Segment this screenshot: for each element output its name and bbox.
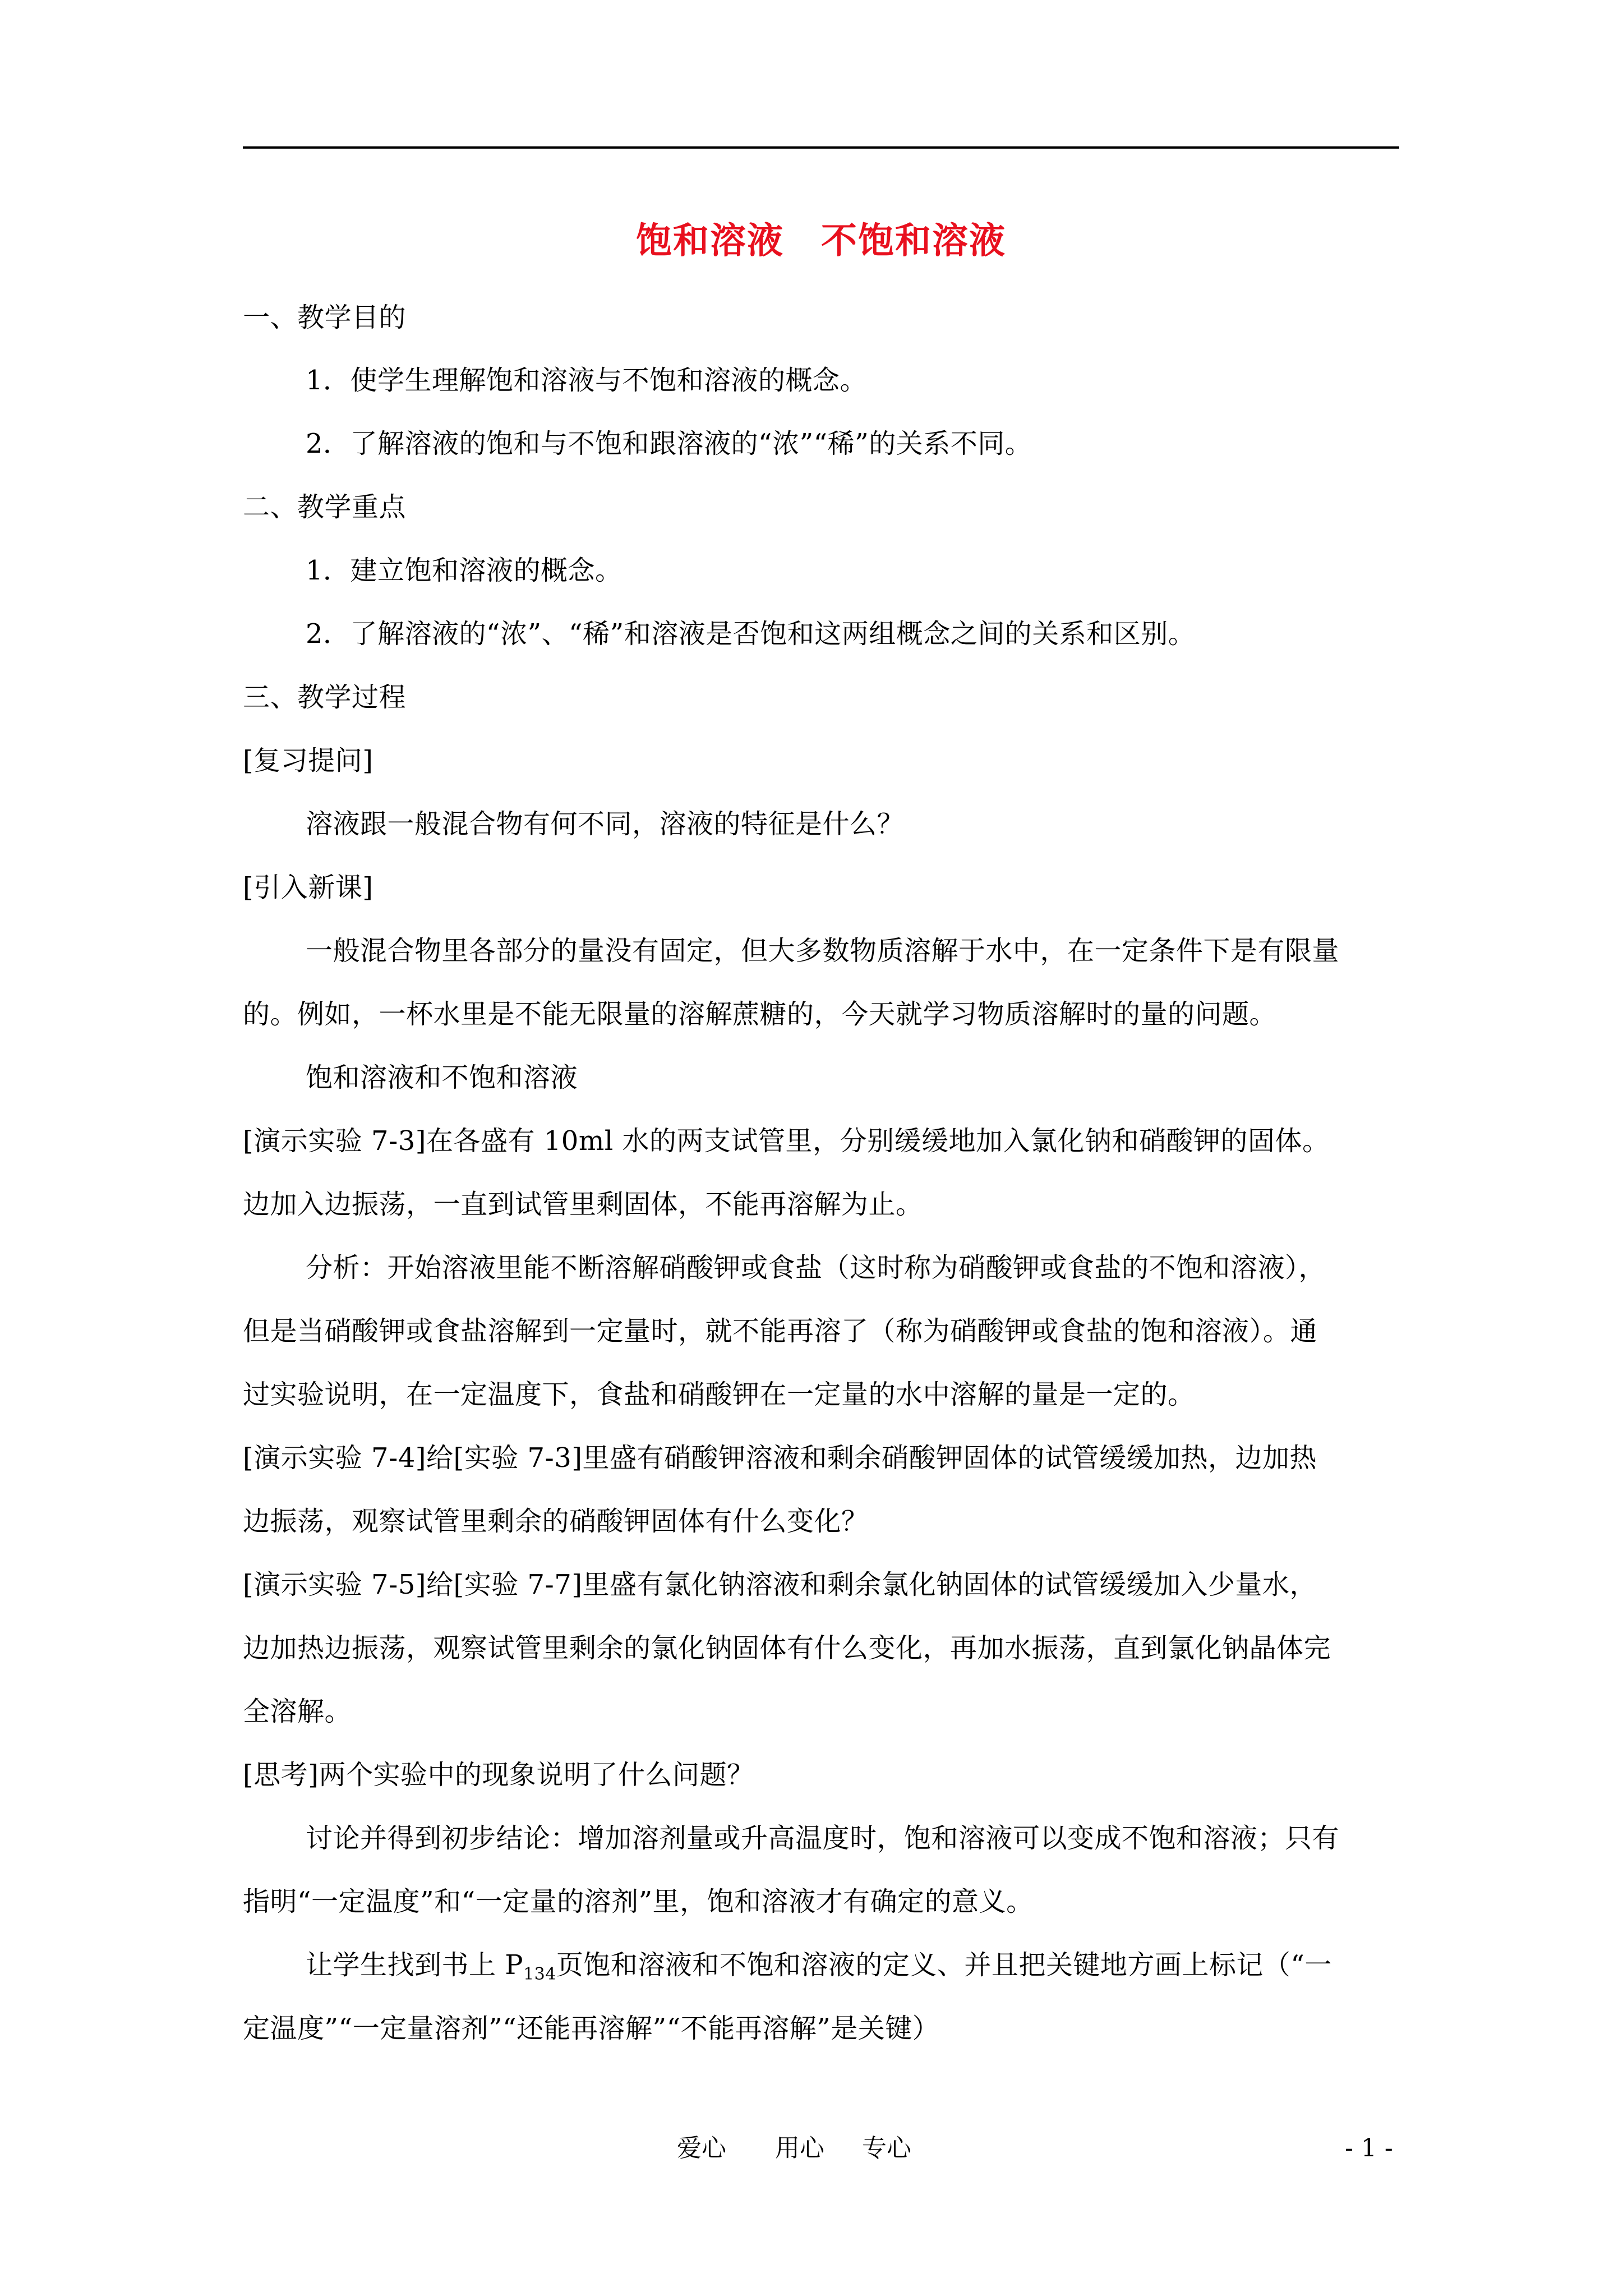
page-number: - 1 - (1345, 2134, 1393, 2162)
discussion-line-1: 讨论并得到初步结论：增加溶剂量或升高温度时，饱和溶液可以变成不饱和溶液；只有 (306, 1823, 1340, 1854)
keypoint-item-2: 2．了解溶液的“浓”、“稀”和溶液是否饱和这两组概念之间的关系和区别。 (306, 618, 1196, 650)
section-heading-process: 三、教学过程 (243, 682, 407, 713)
footer-motto-3: 专心 (862, 2134, 911, 2162)
topic-heading: 饱和溶液和不饱和溶液 (306, 1062, 578, 1093)
book-task-text-a: 让学生找到书上 P (306, 1949, 524, 1981)
section-heading-keypoints: 二、教学重点 (243, 491, 407, 523)
objective-item-2: 2．了解溶液的饱和与不饱和跟溶液的“浓”“稀”的关系不同。 (306, 428, 1032, 459)
demo-7-4-line-1: [演示实验 7-4]给[实验 7-3]里盛有硝酸钾溶液和剩余硝酸钾固体的试管缓缓加热，边加热 (243, 1442, 1317, 1474)
book-task-text-b: 页饱和溶液和不饱和溶液的定义、并且把关键地方画上标记（“一 (556, 1949, 1332, 1981)
header-rule (243, 146, 1399, 149)
document-title: 饱和溶液 不饱和溶液 (636, 220, 1006, 262)
demo-7-5-line-3: 全溶解。 (243, 1696, 352, 1727)
analysis-line-1: 分析：开始溶液里能不断溶解硝酸钾或食盐（这时称为硝酸钾或食盐的不饱和溶液）， (306, 1252, 1326, 1283)
demo-7-5-line-2: 边加热边振荡，观察试管里剩余的氯化钠固体有什么变化，再加水振荡，直到氯化钠晶体完 (243, 1632, 1331, 1664)
footer-motto-2: 用心 (775, 2134, 824, 2162)
intro-paragraph-line-2: 的。例如，一杯水里是不能无限量的溶解蔗糖的，今天就学习物质溶解时的量的问题。 (243, 999, 1277, 1030)
analysis-line-3: 过实验说明，在一定温度下，食盐和硝酸钾在一定量的水中溶解的量是一定的。 (243, 1379, 1195, 1410)
think-question: [思考]两个实验中的现象说明了什么问题？ (243, 1759, 754, 1791)
intro-tag: [引入新课] (243, 872, 374, 903)
page-subscript: 134 (523, 1964, 556, 1984)
demo-7-5-line-1: [演示实验 7-5]给[实验 7-7]里盛有氯化钠溶液和剩余氯化钠固体的试管缓缓加入少量水， (243, 1569, 1317, 1600)
demo-7-3-line-2: 边加入边振荡，一直到试管里剩固体，不能再溶解为止。 (243, 1189, 923, 1220)
demo-7-3-line-1: [演示实验 7-3]在各盛有 10ml 水的两支试管里，分别缓缓地加入氯化钠和硝酸钾的固体。 (243, 1125, 1330, 1157)
objective-item-1: 1．使学生理解饱和溶液与不饱和溶液的概念。 (306, 365, 868, 396)
analysis-line-2: 但是当硝酸钾或食盐溶解到一定量时，就不能再溶了（称为硝酸钾或食盐的饱和溶液）。通 (243, 1315, 1318, 1347)
demo-7-4-line-2: 边振荡，观察试管里剩余的硝酸钾固体有什么变化？ (243, 1506, 869, 1537)
discussion-line-2: 指明“一定温度”和“一定量的溶剂”里，饱和溶液才有确定的意义。 (243, 1886, 1034, 1917)
book-task-line-2: 定温度”“一定量溶剂”“还能再溶解”“不能再溶解”是关键） (243, 2013, 940, 2044)
intro-paragraph-line-1: 一般混合物里各部分的量没有固定，但大多数物质溶解于水中，在一定条件下是有限量 (306, 935, 1340, 967)
review-tag: [复习提问] (243, 745, 374, 776)
book-task-line-1 (306, 1943, 1462, 1997)
footer-motto-1: 爱心 (677, 2134, 726, 2162)
section-heading-objectives: 一、教学目的 (243, 302, 407, 333)
review-question: 溶液跟一般混合物有何不同，溶液的特征是什么？ (306, 808, 905, 840)
keypoint-item-1: 1．建立饱和溶液的概念。 (306, 555, 623, 586)
